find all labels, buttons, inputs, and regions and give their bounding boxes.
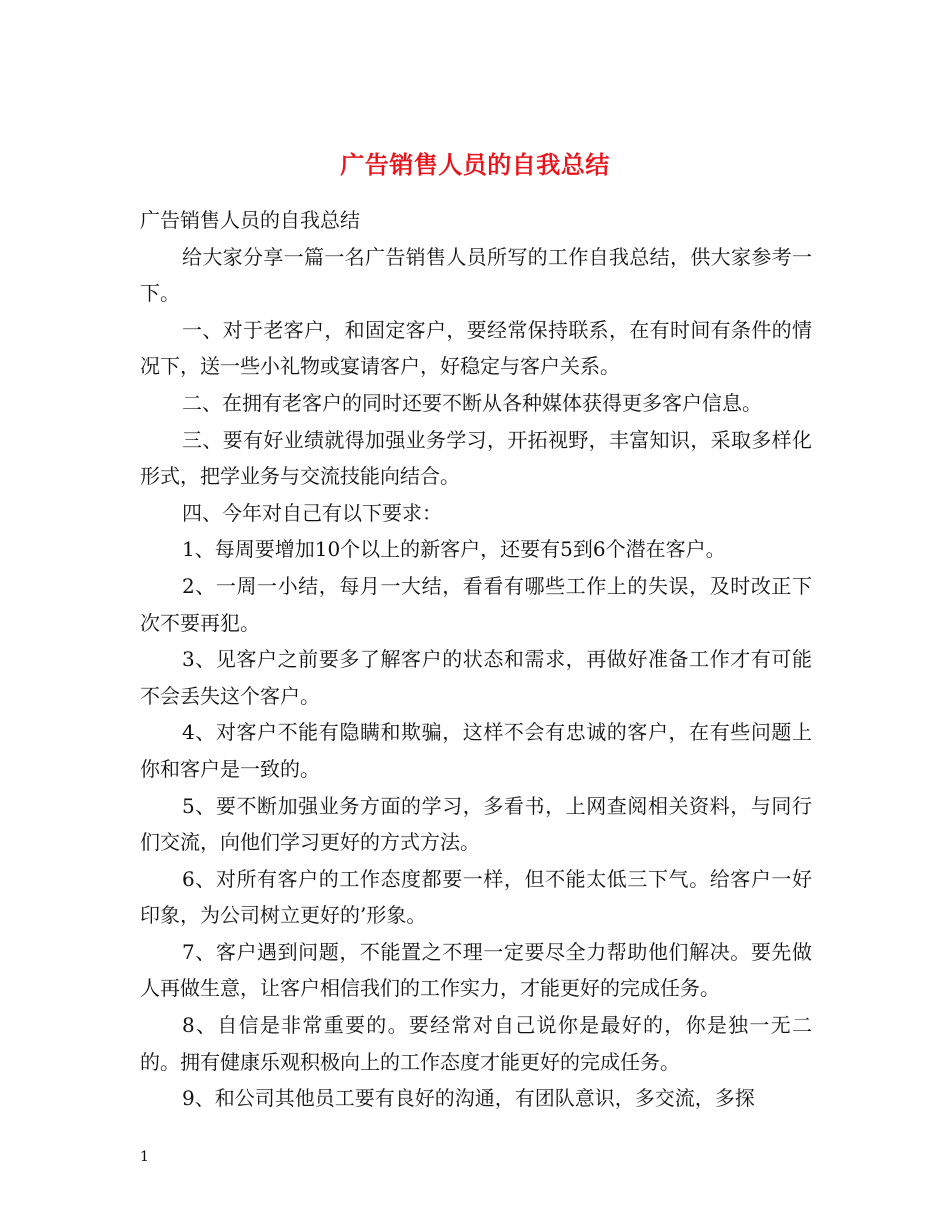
requirement-6-paragraph: 6、对所有客户的工作态度都要一样，但不能太低三下气。给客户一好印象，为公司树立更好的’形象。 xyxy=(140,866,812,928)
section-4-heading: 四、今年对自己有以下要求： xyxy=(182,500,442,525)
section-1-paragraph: 一、对于老客户，和固定客户，要经常保持联系，在有时间有条件的情况下，送一些小礼物或宴请客户，好稳定与客户关系。 xyxy=(140,317,812,379)
requirement-9-paragraph: 9、和公司其他员工要有良好的沟通，有团队意识，多交流，多探 xyxy=(182,1086,755,1111)
requirement-8-paragraph: 8、自信是非常重要的。要经常对自己说你是最好的，你是独一无二的。拥有健康乐观积极向上的工作态度才能更好的完成任务。 xyxy=(140,1013,812,1074)
requirement-2-paragraph: 2、一周一小结，每月一大结，看看有哪些工作上的失误，及时改正下次不要再犯。 xyxy=(140,573,812,635)
section-3-paragraph: 三、要有好业绩就得加强业务学习，开拓视野，丰富知识，采取多样化形式，把学业务与交流技能向结合。 xyxy=(140,427,812,489)
requirement-7-paragraph: 7、客户遇到问题，不能置之不理一定要尽全力帮助他们解决。要先做人再做生意，让客户相信我们的工作实力，才能更好的完成任务。 xyxy=(140,939,812,1001)
document-title: 广告销售人员的自我总结 xyxy=(340,150,610,180)
page-number: 1 xyxy=(140,1149,149,1165)
requirement-3-paragraph: 3、见客户之前要多了解客户的状态和需求，再做好准备工作才有可能不会丢失这个客户。 xyxy=(140,647,812,708)
subtitle-paragraph: 广告销售人员的自我总结 xyxy=(140,208,360,232)
requirement-5-paragraph: 5、要不断加强业务方面的学习，多看书，上网查阅相关资料，与同行们交流，向他们学习更好的方式方法。 xyxy=(140,793,812,855)
intro-paragraph: 给大家分享一篇一名广告销售人员所写的工作自我总结，供大家参考一下。 xyxy=(140,244,812,306)
document-body xyxy=(140,202,812,1117)
section-2-paragraph: 二、在拥有老客户的同时还要不断从各种媒体获得更多客户信息。 xyxy=(182,390,762,415)
requirement-1-paragraph: 1、每周要增加10个以上的新客户，还要有5到6个潜在客户。 xyxy=(182,537,726,562)
requirement-4-paragraph: 4、对客户不能有隐瞒和欺骗，这样不会有忠诚的客户，在有些问题上你和客户是一致的。 xyxy=(140,720,812,781)
